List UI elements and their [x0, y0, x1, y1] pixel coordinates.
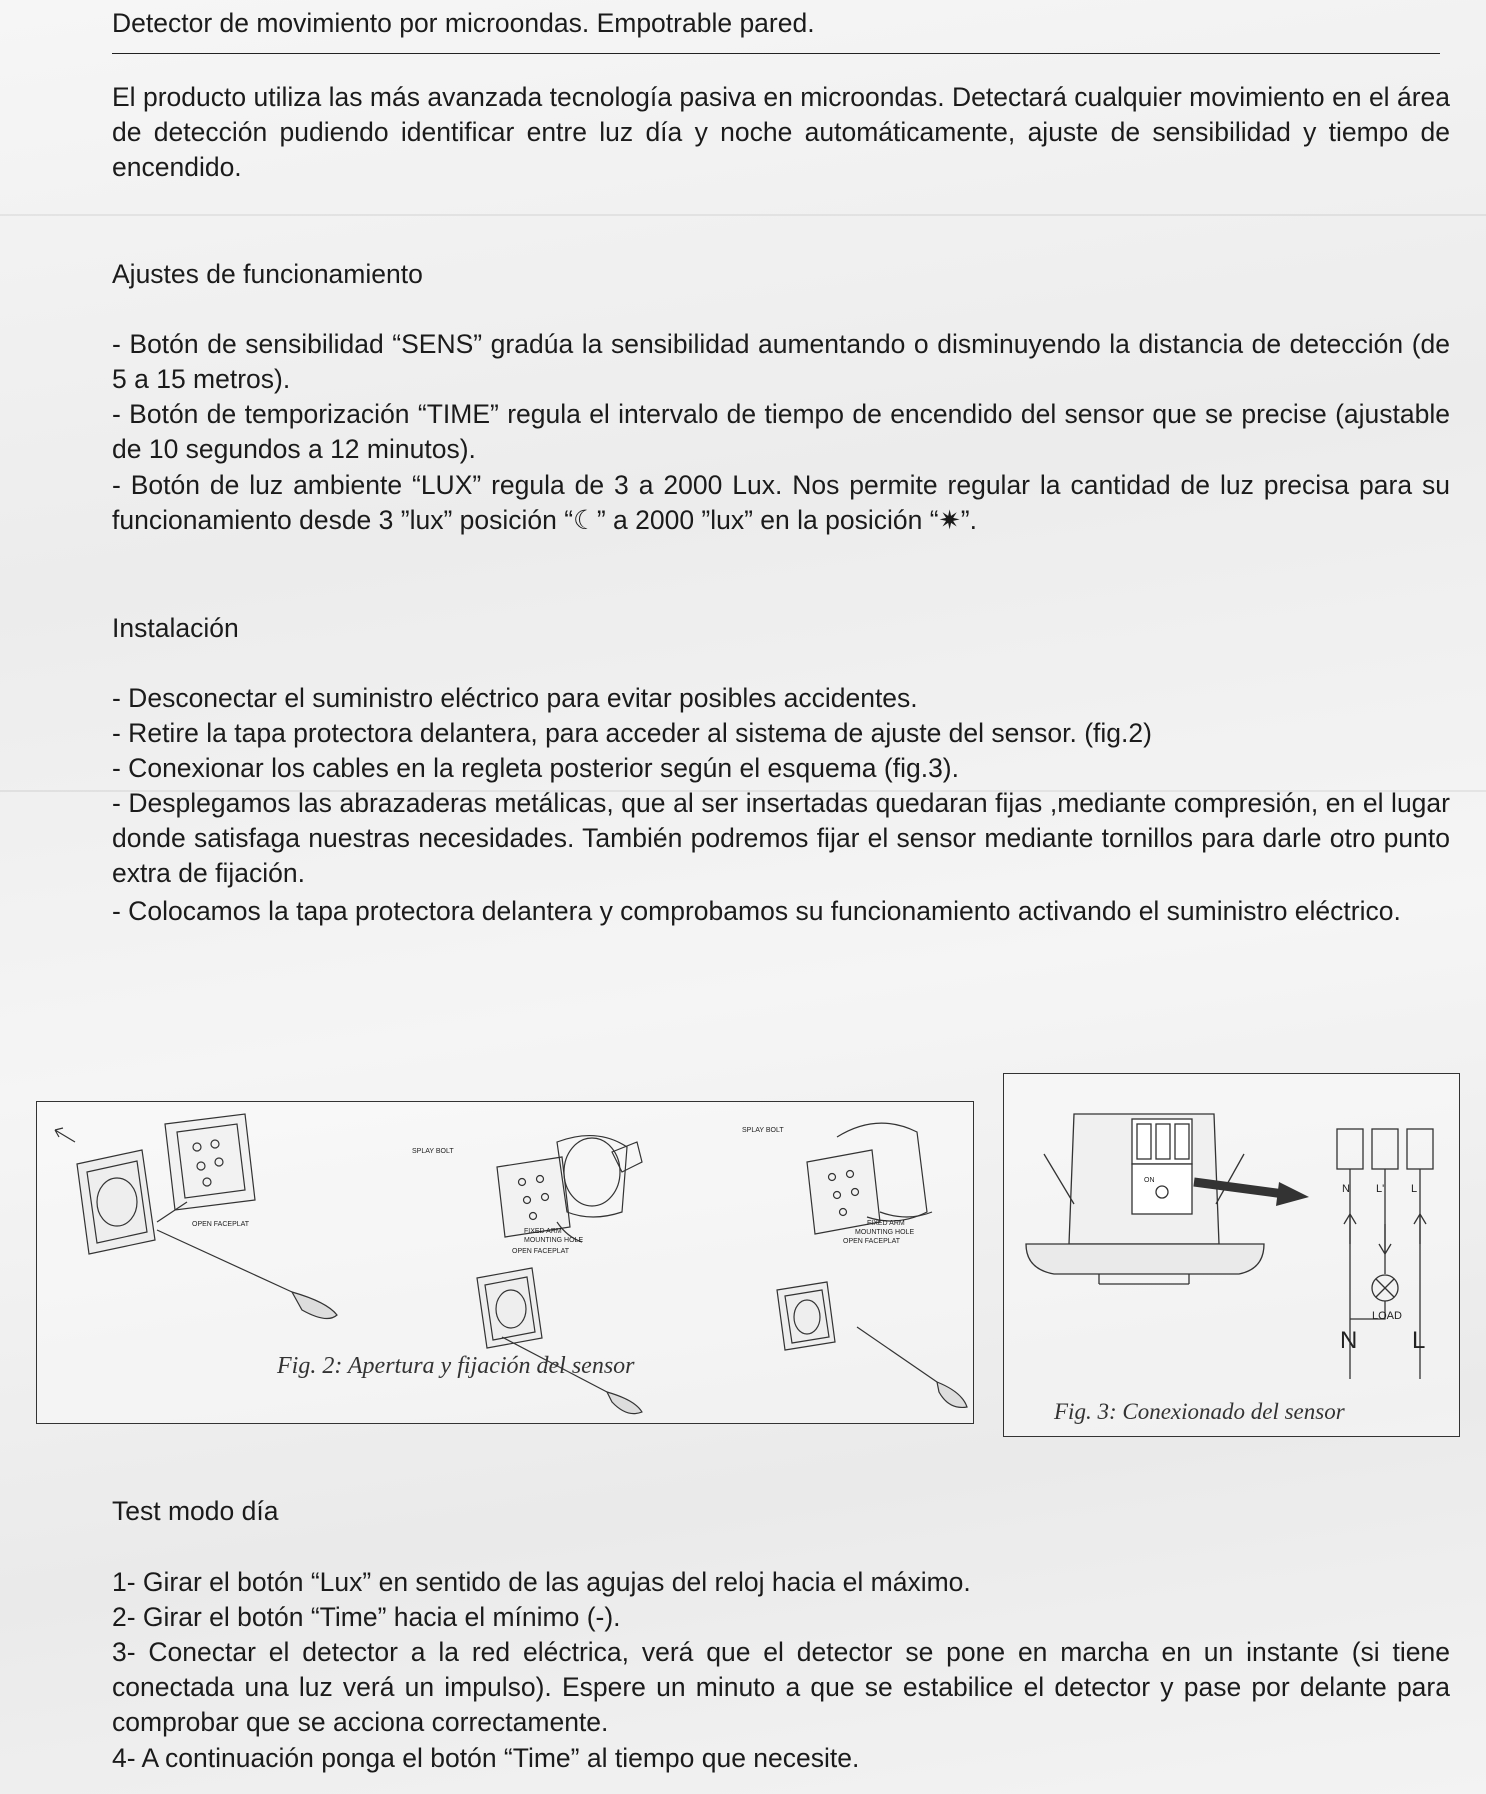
figure-3	[1003, 1073, 1460, 1437]
document-title: Detector de movimiento por microondas. Empotrable pared.	[112, 8, 815, 38]
figure-3-drawing	[1004, 1074, 1459, 1436]
test-item-2: 2- Girar el botón “Time” hacia el mínimo (-).	[112, 1602, 621, 1632]
ajustes-lux: - Botón de luz ambiente “LUX” regula de 3 a 2000 Lux. Nos permite regular la cantidad de luz precisa para su funcionamiento desde 3 ”lux” posición “☾” a 2000 ”lux” en la posición “✷”.	[112, 470, 1450, 535]
title-underline	[112, 53, 1440, 54]
instalacion-item-1: - Desconectar el suministro eléctrico para evitar posibles accidentes.	[112, 683, 918, 713]
label-open-faceplat: OPEN FACEPLAT	[192, 1221, 250, 1228]
figure-2-caption: Fig. 2: Apertura y fijación del sensor	[277, 1353, 635, 1379]
ajustes-heading: Ajustes de funcionamiento	[112, 259, 423, 289]
label-fixed-arm: FIXED ARM	[524, 1228, 562, 1235]
instalacion-item-5: - Colocamos la tapa protectora delantera y comprobamos su funcionamiento activando el suministro eléctrico.	[112, 896, 1401, 926]
instalacion-heading: Instalación	[112, 613, 239, 643]
label-l-supply: L	[1412, 1327, 1426, 1354]
label-on: ON	[1144, 1177, 1155, 1184]
intro-paragraph: El producto utiliza las más avanzada tecnología pasiva en microondas. Detectará cualquier movimiento en el área de detección pudiendo identificar entre luz día y noche automáticamente, ajuste de sensibilidad y tiempo de encendido.	[112, 82, 1450, 182]
test-item-4: 4- A continuación ponga el botón “Time” al tiempo que necesite.	[112, 1743, 860, 1773]
label-l-prime-terminal: L'	[1376, 1183, 1385, 1195]
test-item-3: 3- Conectar el detector a la red eléctrica, verá que el detector se pone en marcha en un instante (si tiene conectada una luz verá un impulso). Espere un minuto a que se estabilice el detector y pase por delante para comprobar que se acciona correctamente.	[112, 1637, 1450, 1737]
figure-2	[36, 1101, 974, 1424]
paper-crease	[0, 214, 1486, 216]
label-splay-bolt: SPLAY BOLT	[412, 1148, 454, 1155]
test-heading: Test modo día	[112, 1496, 279, 1526]
label-mounting-hole: MOUNTING HOLE	[524, 1237, 584, 1244]
label-n-terminal: N	[1342, 1183, 1350, 1195]
label-l-terminal: L	[1411, 1183, 1418, 1195]
label-load: LOAD	[1372, 1310, 1402, 1322]
label-fixed-arm-2: FIXED ARM	[867, 1220, 905, 1227]
test-item-1: 1- Girar el botón “Lux” en sentido de las agujas del reloj hacia el máximo.	[112, 1567, 971, 1597]
label-n-supply: N	[1340, 1327, 1358, 1354]
figure-3-caption: Fig. 3: Conexionado del sensor	[1054, 1399, 1345, 1424]
label-splay-bolt-2: SPLAY BOLT	[742, 1127, 784, 1134]
label-open-faceplat-2: OPEN FACEPLAT	[512, 1248, 570, 1255]
instalacion-item-3: - Conexionar los cables en la regleta posterior según el esquema (fig.3).	[112, 753, 959, 783]
instalacion-item-2: - Retire la tapa protectora delantera, para acceder al sistema de ajuste del sensor. (fig.2)	[112, 718, 1152, 748]
label-mounting-hole-2: MOUNTING HOLE	[855, 1229, 915, 1236]
label-open-faceplat-3: OPEN FACEPLAT	[843, 1238, 901, 1245]
ajustes-time: - Botón de temporización “TIME” regula el intervalo de tiempo de encendido del sensor que se precise (ajustable de 10 segundos a 12 minutos).	[112, 399, 1450, 464]
ajustes-sens: - Botón de sensibilidad “SENS” gradúa la sensibilidad aumentando o disminuyendo la distancia de detección (de 5 a 15 metros).	[112, 329, 1450, 394]
instalacion-item-4: - Desplegamos las abrazaderas metálicas, que al ser insertadas quedaran fijas ,mediante compresión, en el lugar donde satisfaga nuestras necesidades. También podremos fijar el sensor mediante tornillos para darle otro punto extra de fijación.	[112, 788, 1450, 888]
